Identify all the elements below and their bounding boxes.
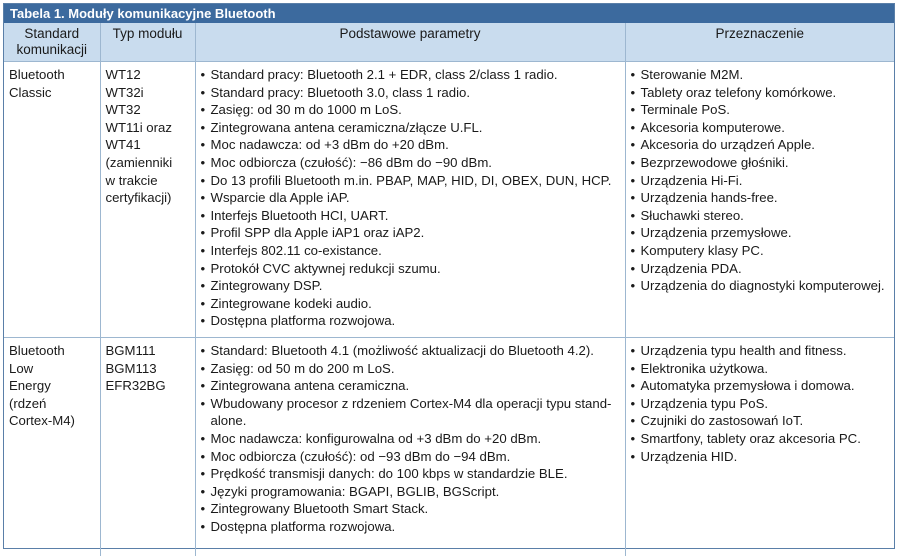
module-type-cell-line: WT41 xyxy=(106,136,191,154)
parameters-cell xyxy=(195,338,625,556)
table-row xyxy=(4,62,894,338)
purpose-cell-list xyxy=(631,342,891,465)
list-item: • Urządzenia Hi-Fi. xyxy=(631,172,891,190)
standard-cell xyxy=(4,338,100,556)
list-item: • Urządzenia do diagnostyki komputerowej. xyxy=(631,277,891,295)
list-item: • Zintegrowana antena ceramiczna. xyxy=(201,377,621,395)
list-item: • Interfejs Bluetooth HCI, UART. xyxy=(201,207,621,225)
parameters-cell-list xyxy=(201,342,621,536)
header-standard: Standard komunikacji xyxy=(4,23,100,62)
list-item: • Moc nadawcza: od +3 dBm do +20 dBm. xyxy=(201,136,621,154)
list-item: • Sterowanie M2M. xyxy=(631,66,891,84)
module-type-cell-line: certyfikacji) xyxy=(106,189,191,207)
module-type-cell-line: BGM113 xyxy=(106,360,191,378)
list-item: • Zintegrowane kodeki audio. xyxy=(201,295,621,313)
list-item: • Tablety oraz telefony komórkowe. xyxy=(631,84,891,102)
list-item: • Elektronika użytkowa. xyxy=(631,360,891,378)
standard-cell-line: Bluetooth xyxy=(9,66,96,84)
modules-table xyxy=(4,23,894,556)
table-frame xyxy=(3,3,895,549)
header-module-type: Typ modułu xyxy=(100,23,195,62)
parameters-cell-list xyxy=(201,66,621,330)
list-item: • Protokół CVC aktywnej redukcji szumu. xyxy=(201,260,621,278)
standard-cell-line: Bluetooth xyxy=(9,342,96,360)
purpose-cell xyxy=(625,62,894,338)
list-item: • Komputery klasy PC. xyxy=(631,242,891,260)
list-item: • Zasięg: od 50 m do 200 m LoS. xyxy=(201,360,621,378)
list-item: • Bezprzewodowe głośniki. xyxy=(631,154,891,172)
list-item: • Urządzenia HID. xyxy=(631,448,891,466)
module-type-cell-line: EFR32BG xyxy=(106,377,191,395)
list-item: • Zintegrowana antena ceramiczna/złącze U.FL. xyxy=(201,119,621,137)
list-item: • Dostępna platforma rozwojowa. xyxy=(201,518,621,536)
list-item: • Do 13 profili Bluetooth m.in. PBAP, MAP, HID, DI, OBEX, DUN, HCP. xyxy=(201,172,621,190)
list-item: • Standard: Bluetooth 4.1 (możliwość aktualizacji do Bluetooth 4.2). xyxy=(201,342,621,360)
list-item: • Interfejs 802.11 co-existance. xyxy=(201,242,621,260)
standard-cell-line: Low xyxy=(9,360,96,378)
list-item: • Moc nadawcza: konfigurowalna od +3 dBm do +20 dBm. xyxy=(201,430,621,448)
list-item: • Języki programowania: BGAPI, BGLIB, BGScript. xyxy=(201,483,621,501)
header-row xyxy=(4,23,894,62)
module-type-cell xyxy=(100,62,195,338)
table-title: Tabela 1. Moduły komunikacyjne Bluetooth xyxy=(4,4,894,23)
list-item: • Zintegrowany Bluetooth Smart Stack. xyxy=(201,500,621,518)
standard-cell-line: Energy xyxy=(9,377,96,395)
module-type-cell-line: (zamienniki xyxy=(106,154,191,172)
list-item: • Akcesoria do urządzeń Apple. xyxy=(631,136,891,154)
list-item: • Urządzenia hands-free. xyxy=(631,189,891,207)
list-item: • Urządzenia typu health and fitness. xyxy=(631,342,891,360)
list-item: • Profil SPP dla Apple iAP1 oraz iAP2. xyxy=(201,224,621,242)
standard-cell xyxy=(4,62,100,338)
list-item: • Urządzenia PDA. xyxy=(631,260,891,278)
purpose-cell xyxy=(625,338,894,556)
list-item: • Prędkość transmisji danych: do 100 kbps w standardzie BLE. xyxy=(201,465,621,483)
module-type-cell-line: WT32i xyxy=(106,84,191,102)
list-item: • Dostępna platforma rozwojowa. xyxy=(201,312,621,330)
module-type-cell-line: WT11i oraz xyxy=(106,119,191,137)
list-item: • Czujniki do zastosowań IoT. xyxy=(631,412,891,430)
list-item: • Standard pracy: Bluetooth 3.0, class 1 radio. xyxy=(201,84,621,102)
table-row xyxy=(4,338,894,556)
list-item: • Zintegrowany DSP. xyxy=(201,277,621,295)
list-item: • Urządzenia przemysłowe. xyxy=(631,224,891,242)
list-item: • Terminale PoS. xyxy=(631,101,891,119)
list-item: • Standard pracy: Bluetooth 2.1 + EDR, class 2/class 1 radio. xyxy=(201,66,621,84)
module-type-cell-line: w trakcie xyxy=(106,172,191,190)
purpose-cell-list xyxy=(631,66,891,295)
header-parameters: Podstawowe parametry xyxy=(195,23,625,62)
standard-cell-line: Classic xyxy=(9,84,96,102)
list-item: • Wbudowany procesor z rdzeniem Cortex-M4 dla operacji typu stand-alone. xyxy=(201,395,621,430)
list-item: • Moc odbiorcza (czułość): −86 dBm do −90 dBm. xyxy=(201,154,621,172)
standard-cell-line: Cortex-M4) xyxy=(9,412,96,430)
list-item: • Akcesoria komputerowe. xyxy=(631,119,891,137)
list-item: • Zasięg: od 30 m do 1000 m LoS. xyxy=(201,101,621,119)
list-item: • Słuchawki stereo. xyxy=(631,207,891,225)
header-purpose: Przeznaczenie xyxy=(625,23,894,62)
list-item: • Moc odbiorcza (czułość): od −93 dBm do −94 dBm. xyxy=(201,448,621,466)
module-type-cell-line: WT32 xyxy=(106,101,191,119)
list-item: • Smartfony, tablety oraz akcesoria PC. xyxy=(631,430,891,448)
list-item: • Wsparcie dla Apple iAP. xyxy=(201,189,621,207)
parameters-cell xyxy=(195,62,625,338)
module-type-cell-line: WT12 xyxy=(106,66,191,84)
standard-cell-line: (rdzeń xyxy=(9,395,96,413)
module-type-cell xyxy=(100,338,195,556)
list-item: • Automatyka przemysłowa i domowa. xyxy=(631,377,891,395)
list-item: • Urządzenia typu PoS. xyxy=(631,395,891,413)
module-type-cell-line: BGM111 xyxy=(106,342,191,360)
